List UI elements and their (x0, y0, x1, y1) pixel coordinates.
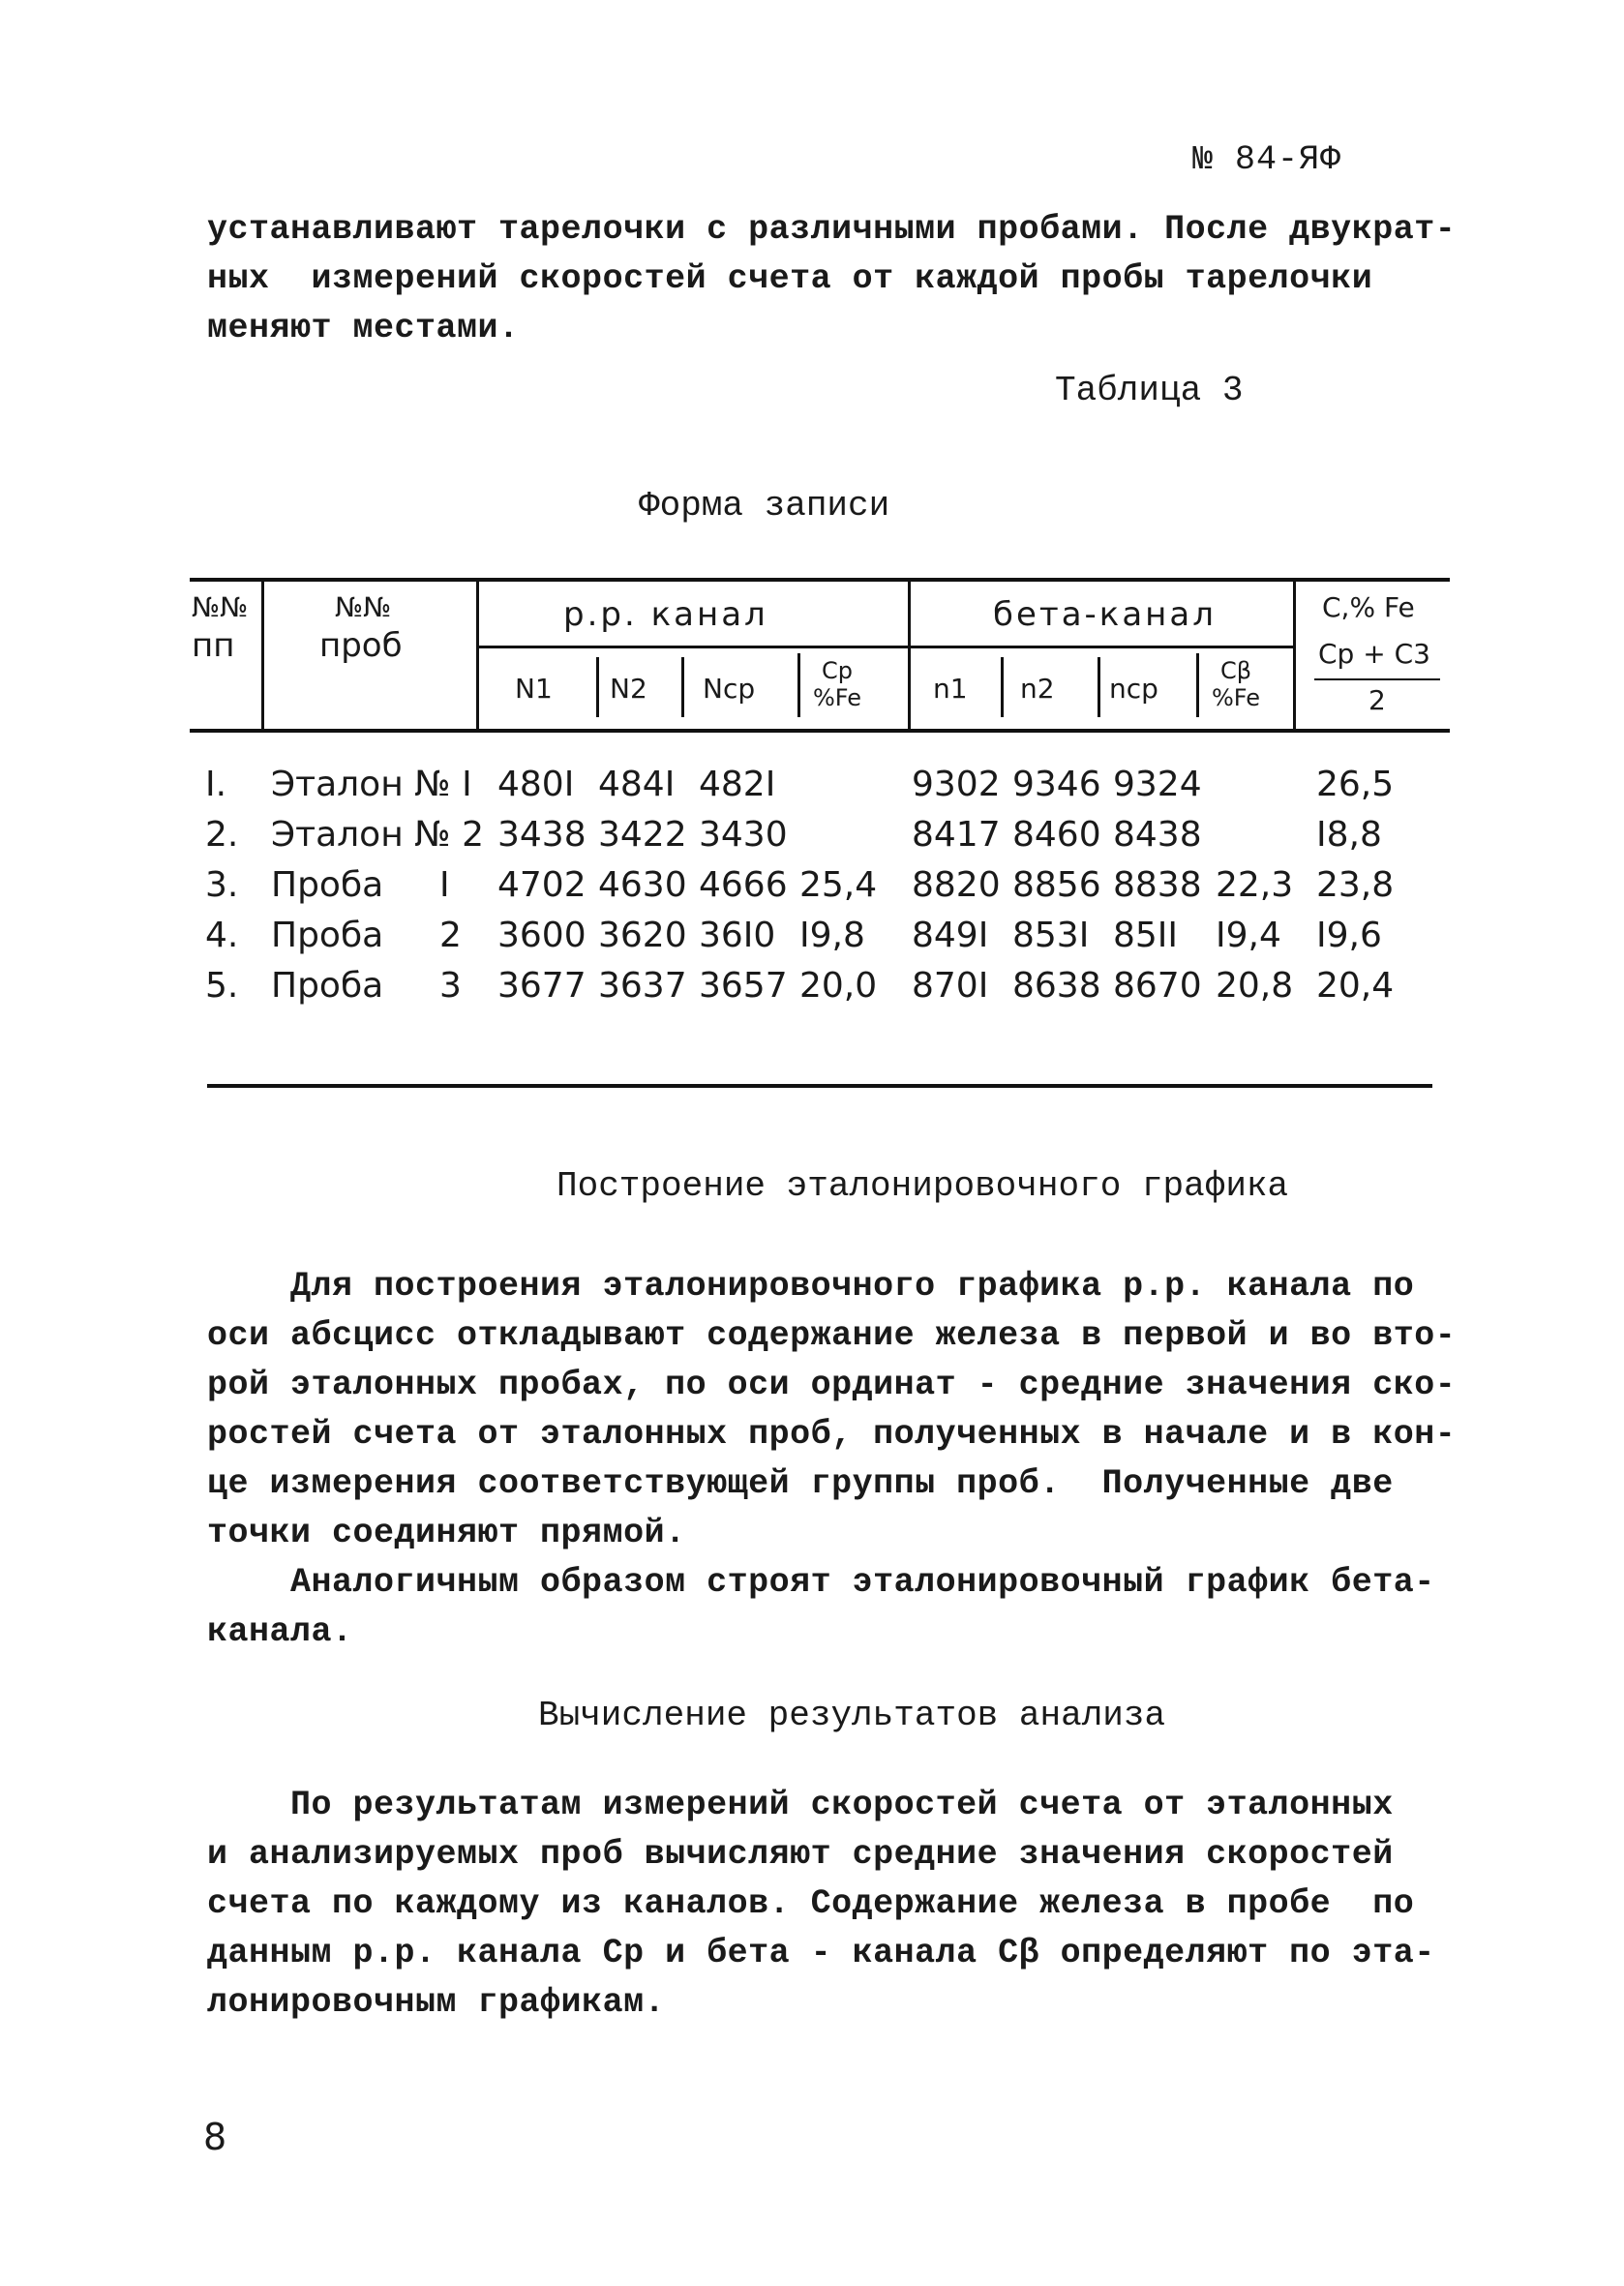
intro-line: меняют местами. (207, 309, 520, 347)
beta-channel-header: бета-канал (993, 595, 1217, 634)
cell-beta-n1: 8820 (912, 865, 1001, 905)
cell-beta-n1: 8417 (912, 815, 1001, 855)
text-line: точки соединяют прямой. (207, 1514, 686, 1552)
cell-beta-n1: 9302 (912, 765, 1001, 804)
subcol-cp-unit: %Fe (813, 684, 862, 711)
text-line: данным р.р. канала Cp и бета - канала Cβ определяют по эта- (207, 1934, 1435, 1972)
row-number: 4. (205, 916, 239, 955)
fraction-bar (1314, 678, 1440, 680)
cell-n2: 4630 (598, 865, 687, 905)
row-sample-name: Проба (271, 966, 384, 1006)
text-line: ростей счета от эталонных проб, полученных в начале и в кон- (207, 1415, 1457, 1454)
page-number: 8 (203, 2116, 227, 2158)
text-line: счета по каждому из каналов. Содержание железа в пробе по (207, 1884, 1415, 1923)
cell-cb: 22,3 (1216, 865, 1294, 905)
subcol-cb-unit: %Fe (1212, 684, 1261, 711)
cell-beta-n2: 853I (1012, 916, 1090, 955)
cell-cb: 20,8 (1216, 966, 1294, 1006)
cell-ncp: 4666 (699, 865, 788, 905)
cell-beta-n1: 870I (912, 966, 989, 1006)
cell-cp: 25,4 (799, 865, 878, 905)
subcol-ncp: Nср (703, 673, 756, 705)
text-line: лонировочным графикам. (207, 1983, 666, 2022)
cell-result: 20,4 (1316, 966, 1395, 1006)
cell-cb: I9,4 (1216, 916, 1281, 955)
calibration-paragraph (207, 1262, 1457, 1657)
cell-beta-n2: 8856 (1012, 865, 1101, 905)
table-label: Таблица 3 (1055, 371, 1244, 410)
row-sample-name: Проба (271, 916, 384, 955)
results-paragraph (207, 1781, 1446, 2028)
cell-beta-n1: 849I (912, 916, 989, 955)
subcol-cb-symbol: Cβ (1219, 657, 1252, 684)
subcol-beta-n2: n2 (1020, 673, 1055, 705)
subcol-beta-ncp: nср (1109, 673, 1158, 705)
col-num-header: пп (192, 626, 235, 665)
cell-beta-n2: 8460 (1012, 815, 1101, 855)
section-title-results: Вычисление результатов анализа (538, 1696, 1166, 1735)
subcol-n1: N1 (515, 673, 553, 705)
cell-n1: 480I (497, 765, 575, 804)
cell-n1: 3600 (497, 916, 586, 955)
text-line: Аналогичным образом строят эталонировочный график бета- (207, 1563, 1435, 1602)
subcol-separator (1196, 653, 1199, 717)
row-sample-name: Эталон № 2 (271, 815, 484, 855)
cell-n1: 3677 (497, 966, 586, 1006)
row-sample-index: 3 (439, 966, 462, 1006)
cell-n2: 3620 (598, 916, 687, 955)
cell-ncp: 3657 (699, 966, 788, 1006)
row-number: I. (205, 765, 227, 804)
row-sample-name: Проба (271, 865, 384, 905)
intro-paragraph (207, 205, 1457, 353)
group-underline (476, 646, 1293, 648)
row-number: 2. (205, 815, 239, 855)
cell-n2: 484I (598, 765, 676, 804)
col-separator (908, 582, 911, 729)
cell-result: I8,8 (1316, 815, 1382, 855)
cell-n2: 3637 (598, 966, 687, 1006)
section-title-calibration: Построение эталонировочного графика (556, 1166, 1289, 1206)
text-line: Для построения эталонировочного графика р.р. канала по (207, 1267, 1415, 1306)
subcol-cp (813, 657, 861, 711)
cell-cp: I9,8 (799, 916, 865, 955)
form-title: Форма записи (639, 486, 890, 526)
cell-n2: 3422 (598, 815, 687, 855)
subcol-cb (1212, 657, 1260, 711)
col-sample-header: проб (319, 626, 403, 665)
cell-beta-ncp: 9324 (1113, 765, 1202, 804)
cell-beta-n2: 9346 (1012, 765, 1101, 804)
result-header: C,% Fe (1322, 591, 1415, 623)
col-separator (1293, 582, 1296, 729)
cell-beta-n2: 8638 (1012, 966, 1101, 1006)
row-number: 3. (205, 865, 239, 905)
col-sample-header: №№ (335, 591, 392, 623)
text-line: канала. (207, 1612, 353, 1651)
subcol-separator (681, 657, 684, 717)
document-number: № 84-ЯФ (1192, 140, 1342, 179)
cell-ncp: 3430 (699, 815, 788, 855)
subcol-separator (797, 653, 800, 717)
subcol-separator (1001, 657, 1004, 717)
table-header (190, 578, 1450, 733)
text-line: По результатам измерений скоростей счета от эталонных (207, 1786, 1394, 1824)
text-line: це измерения соответствующей группы проб. Полученные две (207, 1464, 1394, 1503)
cell-n1: 4702 (497, 865, 586, 905)
pp-channel-header: р.р. канал (563, 595, 768, 634)
cell-ncp: 482I (699, 765, 776, 804)
subcol-separator (1098, 657, 1100, 717)
table-end-rule (207, 1084, 1432, 1088)
intro-line: устанавливают тарелочки с различными пробами. После двукрат- (207, 210, 1457, 249)
cell-result: 23,8 (1316, 865, 1395, 905)
text-line: рой эталонных пробах, по оси ординат - средние значения ско- (207, 1366, 1457, 1404)
cell-result: 26,5 (1316, 765, 1395, 804)
cell-result: I9,6 (1316, 916, 1382, 955)
row-sample-index: I (439, 865, 450, 905)
text-line: и анализируемых проб вычисляют средние значения скоростей (207, 1835, 1394, 1874)
subcol-separator (596, 657, 599, 717)
result-formula: Cp + C3 (1318, 638, 1430, 670)
subcol-cp-symbol: Cp (822, 657, 854, 684)
cell-n1: 3438 (497, 815, 586, 855)
cell-beta-ncp: 8670 (1113, 966, 1202, 1006)
subcol-n2: N2 (610, 673, 647, 705)
row-number: 5. (205, 966, 239, 1006)
subcol-beta-n1: n1 (933, 673, 968, 705)
row-sample-index: 2 (439, 916, 462, 955)
cell-beta-ncp: 8838 (1113, 865, 1202, 905)
cell-cp: 20,0 (799, 966, 878, 1006)
intro-line: ных измерений скоростей счета от каждой пробы тарелочки (207, 259, 1373, 298)
cell-beta-ncp: 85II (1113, 916, 1179, 955)
col-separator (476, 582, 479, 729)
col-separator (261, 582, 264, 729)
result-divisor: 2 (1368, 684, 1386, 716)
text-line: оси абсцисс откладывают содержание железа в первой и во вто- (207, 1316, 1457, 1355)
cell-ncp: 36I0 (699, 916, 776, 955)
col-num-header: №№ (192, 591, 249, 623)
cell-beta-ncp: 8438 (1113, 815, 1202, 855)
row-sample-name: Эталон № I (271, 765, 472, 804)
